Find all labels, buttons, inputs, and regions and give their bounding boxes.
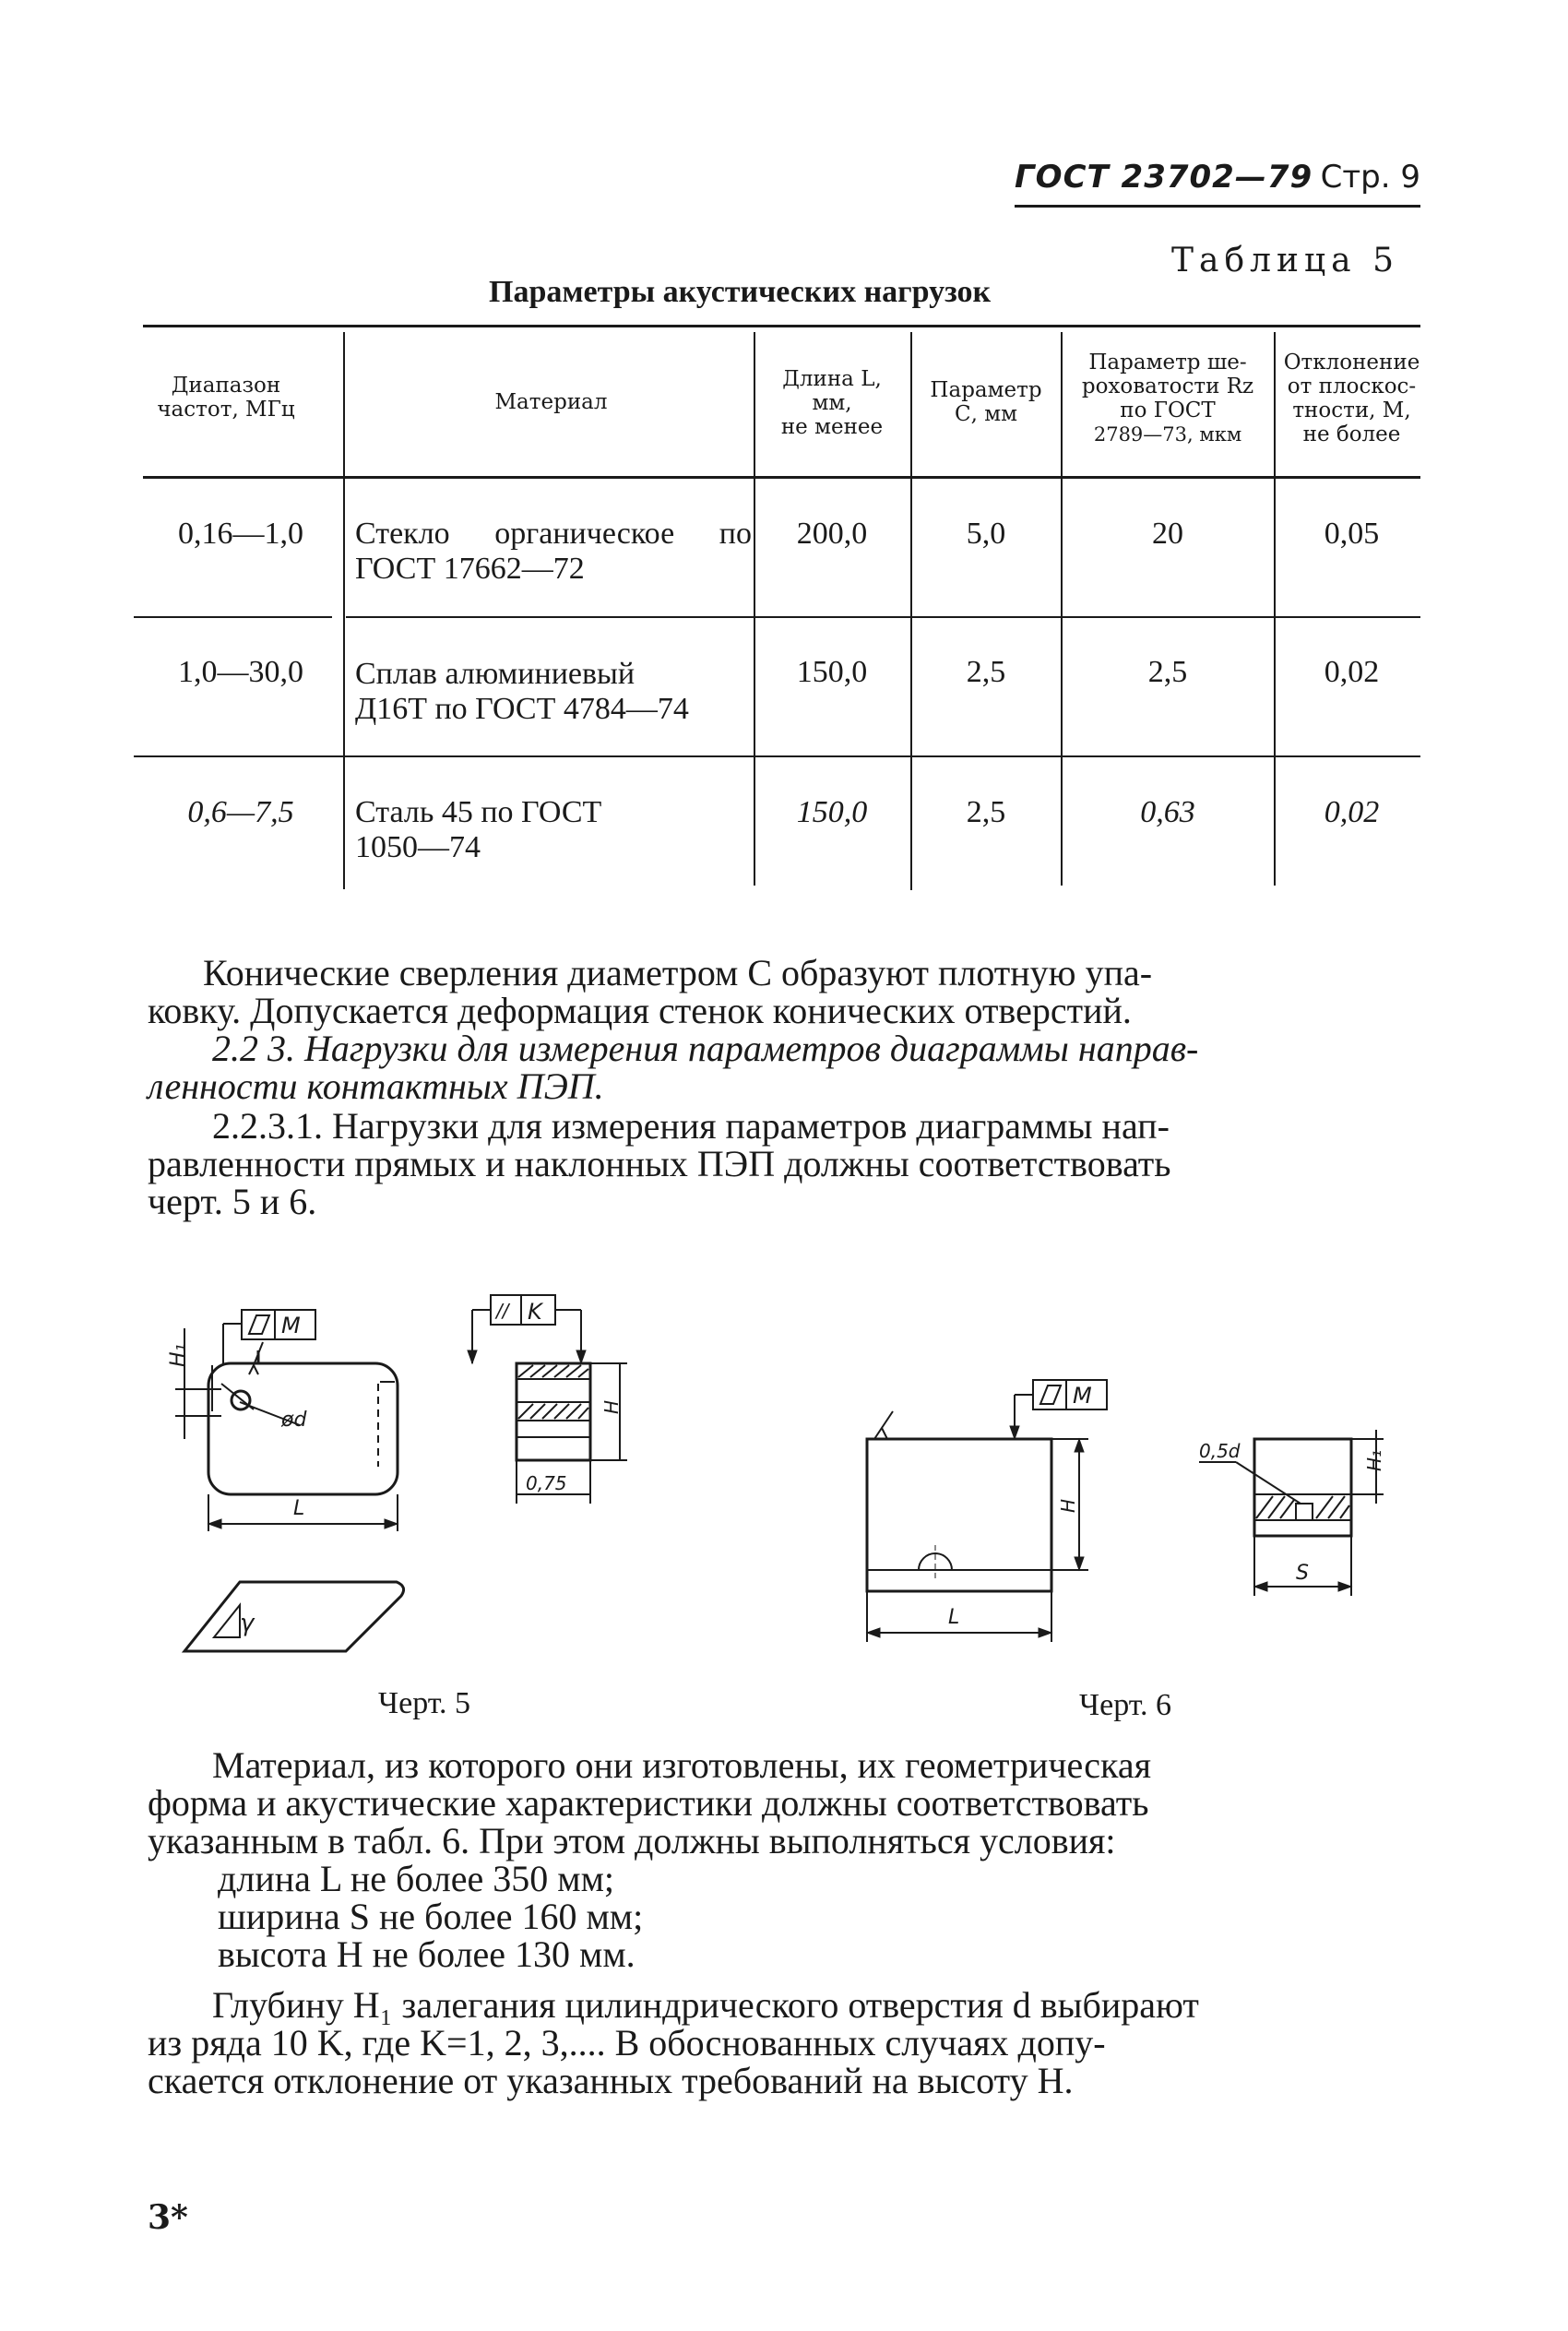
- paragraph-material: Материал, из которого они изготовлены, их геометрическая форма и акустические характеристики должны соответствовать указанным в табл. 6. При этом должны выполняться условия:: [148, 1744, 1151, 1861]
- cell-range: 0,16—1,0: [178, 517, 303, 551]
- cell-m: 0,05: [1324, 517, 1380, 551]
- cell-length: 150,0: [796, 655, 868, 689]
- condition-width: ширина S не более 160 мм;: [218, 1896, 644, 1937]
- cell-length: 150,0: [796, 795, 868, 829]
- cell-m: 0,02: [1324, 655, 1380, 689]
- cell-range: 1,0—30,0: [178, 655, 303, 689]
- col-header-roughness: Параметр ше- роховатости Rz по ГОСТ 2789—73, мкм: [1081, 351, 1254, 446]
- table-header-rule: [143, 476, 1420, 479]
- cell-c: 5,0: [966, 517, 1006, 551]
- label-gamma: γ: [240, 1610, 255, 1637]
- paragraph-depth: Глубину H₁ залегания цилиндрического отверстия d выбирают из ряда 10 K, где K=1, 2, 3,.... В обоснованных случаях допу- скается отклонение от указанных требований на высоту H.: [148, 1984, 1199, 2101]
- cell-range: 0,6—7,5: [187, 795, 294, 829]
- paragraph-2-2-3-1: 2.2.3.1. Нагрузки для измерения параметров диаграммы нап- равленности прямых и наклонных ПЭП должны соответствовать черт. 5 и 6.: [148, 1105, 1171, 1222]
- standard-number: ГОСТ 23702—79: [1015, 159, 1313, 196]
- table-top-rule: [143, 325, 1420, 327]
- table-label: Таблица 5: [1171, 242, 1399, 279]
- page-number: Стр. 9: [1320, 159, 1420, 196]
- col-header-range: Диапазон частот, МГц: [157, 374, 295, 422]
- figure-5-caption: Черт. 5: [378, 1686, 471, 1720]
- cell-m: 0,02: [1324, 795, 1380, 829]
- tol-sym-parallel: //: [496, 1300, 509, 1322]
- label-h: H: [600, 1399, 623, 1414]
- header-rule: [1015, 205, 1420, 208]
- running-header: [1015, 159, 1420, 196]
- side-section-outline: [1254, 1439, 1351, 1536]
- label-l: L: [293, 1497, 305, 1520]
- col-header-length: Длина L, мм, не менее: [780, 367, 884, 439]
- col-header-material: Материал: [494, 390, 608, 414]
- column-divider: [343, 332, 345, 889]
- col-header-flatness: Отклонение от плоскос- тности, М, не более: [1283, 351, 1420, 446]
- cell-length: 200,0: [796, 517, 868, 551]
- label-l: L: [948, 1606, 960, 1629]
- cell-material: Стекло органическое по ГОСТ 17662—72: [355, 517, 752, 586]
- condition-length: длина L не более 350 мм;: [218, 1858, 615, 1899]
- figure-6-caption: Черт. 6: [1079, 1688, 1172, 1722]
- cell-rz: 20: [1152, 517, 1183, 551]
- straight-load-outline: [867, 1439, 1051, 1591]
- table-title: Параметры акустических нагрузок: [489, 275, 992, 309]
- cell-rz: 0,63: [1140, 795, 1195, 829]
- cell-c: 2,5: [966, 655, 1006, 689]
- label-d: ød: [281, 1409, 307, 1432]
- row-rule: [134, 755, 1420, 757]
- cell-material: Сталь 45 по ГОСТ 1050—74: [355, 795, 602, 864]
- paragraph-conical-drilling: Конические сверления диаметром С образуют плотную упа- ковку. Допускается деформация стенок конических отверстий.: [148, 952, 1153, 1031]
- label-width: 0,75: [526, 1472, 567, 1494]
- cell-c: 2,5: [966, 795, 1006, 829]
- cell-material: Сплав алюминиевый Д16Т по ГОСТ 4784—74: [355, 657, 689, 726]
- side-view-outline: [517, 1363, 590, 1460]
- label-h1: H₁: [167, 1343, 190, 1367]
- angled-load-outline: [184, 1582, 404, 1651]
- tol-letter-k: K: [528, 1299, 542, 1325]
- tol-letter-m: M: [281, 1313, 301, 1338]
- paragraph-2-2-3: 2.2 3. Нагрузки для измерения параметров диаграммы направ- ленности контактных ПЭП.: [148, 1028, 1199, 1107]
- col-header-c: Параметр С, мм: [930, 378, 1042, 426]
- label-half-d: 0,5d: [1199, 1440, 1241, 1462]
- label-h: H: [1057, 1498, 1079, 1513]
- row-rule: [346, 616, 1420, 618]
- figure-6-drawing: [830, 1374, 1439, 1688]
- cell-rz: 2,5: [1147, 655, 1188, 689]
- label-h1: H₁: [1363, 1449, 1385, 1471]
- tol-letter-m: M: [1073, 1383, 1092, 1409]
- row-rule: [134, 616, 332, 618]
- figure-5-drawing: [148, 1273, 738, 1679]
- signature-mark: 3*: [148, 2198, 188, 2237]
- condition-height: высота H не более 130 мм.: [218, 1933, 636, 1975]
- label-s: S: [1296, 1562, 1309, 1585]
